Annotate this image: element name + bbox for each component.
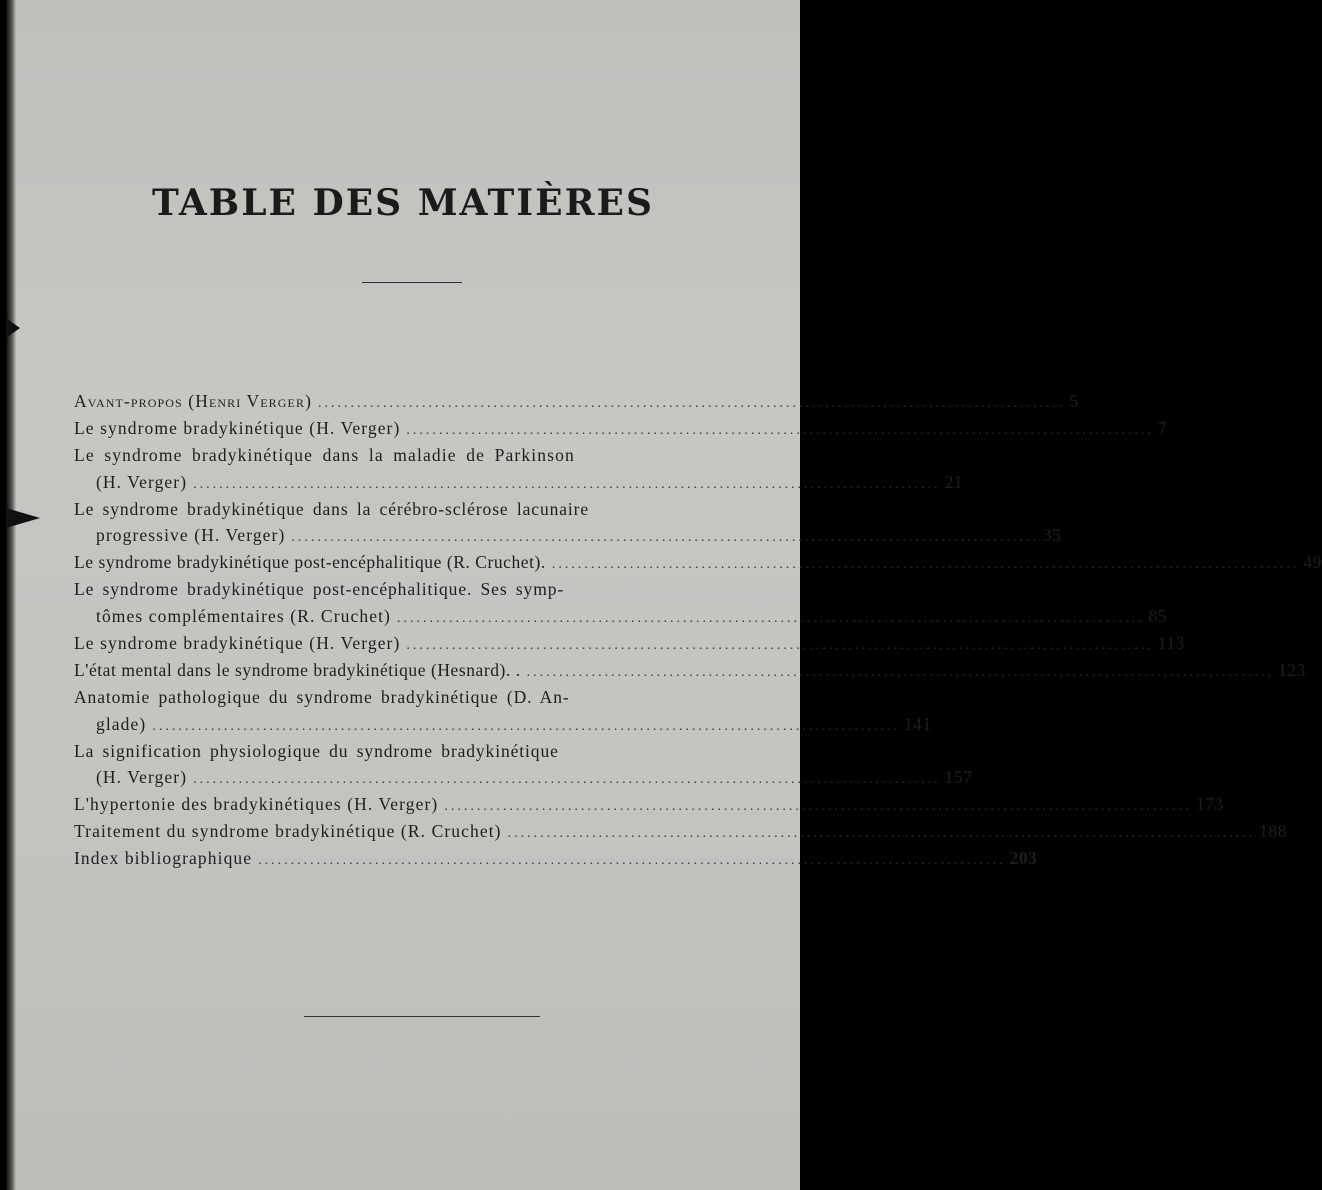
toc-entry (74, 818, 1287, 845)
toc-entry-title: progressive (H. Verger) (96, 525, 286, 546)
title-divider (362, 282, 462, 283)
toc-page-number: 123 (1278, 659, 1306, 680)
toc-entry (74, 684, 932, 738)
dot-leader: ................................................................................................................... (406, 638, 1154, 654)
toc-entry (74, 415, 1168, 442)
toc-entry-title-line: La signification physiologique du syndrome bradykinétique (74, 740, 559, 761)
toc-entry-title-line: Le syndrome bradykinétique post-encéphalitique. Ses symp- (74, 579, 565, 600)
toc-entry (74, 442, 964, 496)
toc-entry-title: glade) (96, 713, 147, 734)
toc-entry-title: Avant-propos (Henri Verger) (74, 391, 312, 411)
toc-entry (74, 738, 973, 792)
toc-entry (74, 630, 1186, 657)
toc-entry (74, 388, 1079, 415)
dot-leader: ................................................................................................................... (152, 718, 900, 734)
dot-leader: ................................................................................................................... (193, 476, 941, 492)
toc-entry-title: Le syndrome bradykinétique (H. Verger) (74, 633, 401, 654)
toc-page-number: 188 (1259, 821, 1287, 842)
toc-entry-title-line: Le syndrome bradykinétique dans la maladie de Parkinson (74, 444, 575, 465)
toc-entry-title: tômes complémentaires (R. Cruchet) (96, 606, 391, 627)
dot-leader: ................................................................................................................... (406, 422, 1154, 438)
toc-entry (74, 657, 1306, 684)
page-tear (6, 318, 20, 338)
toc-page-number: 85 (1148, 606, 1167, 627)
toc-entry-title-line: Le syndrome bradykinétique dans la cérébro-sclérose lacunaire (74, 498, 590, 519)
page-title: TABLE DES MATIÈRES (152, 182, 654, 224)
toc-page-number: 173 (1195, 794, 1224, 815)
toc-entry (74, 496, 1062, 550)
toc-page-number: 35 (1042, 525, 1062, 546)
dot-leader: ................................................................................................................... (526, 664, 1275, 680)
dot-leader: ................................................................................................................... (444, 799, 1192, 815)
closing-rule (304, 1016, 540, 1017)
toc-page-number: 49 (1303, 552, 1322, 573)
toc-page-number: 7 (1157, 417, 1168, 438)
toc-entry (74, 845, 1038, 872)
toc-entry-title: Le syndrome bradykinétique (H. Verger) (74, 417, 401, 438)
toc-entry-title: Traitement du syndrome bradykinétique (R. Cruchet) (74, 821, 502, 842)
table-of-contents (74, 388, 1322, 872)
toc-page-number: 203 (1009, 848, 1038, 869)
toc-entry-title-line: Anatomie pathologique du syndrome bradykinétique (D. An- (74, 686, 570, 707)
toc-entry-title: Le syndrome bradykinétique post-encéphalitique (R. Cruchet). (74, 552, 546, 573)
dot-leader: ................................................................................................................... (396, 611, 1145, 627)
toc-page-number: 157 (944, 767, 973, 788)
toc-entry-title: Index bibliographique (74, 848, 253, 869)
toc-entry (74, 791, 1224, 818)
toc-entry-title: (H. Verger) (96, 471, 188, 492)
book-page (6, 0, 1322, 1190)
dot-leader: ................................................................................................................... (551, 557, 1300, 573)
toc-page-number: 21 (944, 471, 964, 492)
page-edge-shadow (6, 0, 16, 1190)
toc-entry-title: L'état mental dans le syndrome bradykinétique (Hesnard). . (74, 659, 521, 680)
dot-leader: ................................................................................................................... (291, 530, 1039, 546)
toc-page-number: 113 (1157, 633, 1186, 654)
dot-leader: ................................................................................................................... (258, 853, 1006, 869)
dot-leader: ................................................................................................................... (318, 396, 1066, 411)
toc-page-number: 5 (1069, 391, 1079, 411)
toc-entry (74, 549, 1322, 576)
toc-entry-title: L'hypertonie des bradykinétiques (H. Verger) (74, 794, 439, 815)
dot-leader: ................................................................................................................... (193, 772, 941, 788)
toc-page-number: 141 (903, 713, 932, 734)
page-tear (6, 508, 40, 528)
toc-entry (74, 576, 1167, 630)
dot-leader: ................................................................................................................... (507, 826, 1256, 842)
toc-entry-title: (H. Verger) (96, 767, 188, 788)
